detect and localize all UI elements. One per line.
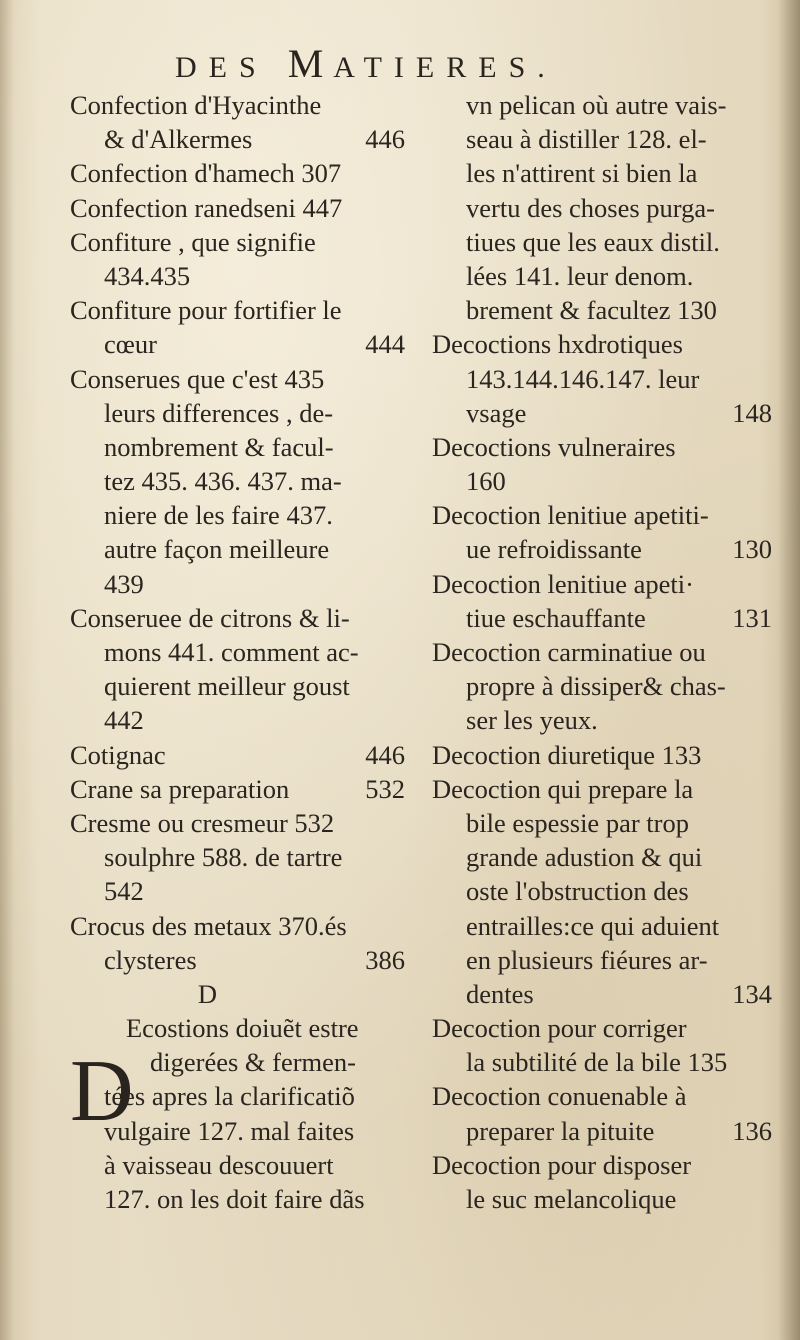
running-head	[175, 40, 635, 90]
entry-text: nombrement & facul-	[104, 431, 334, 462]
index-entry-line	[70, 259, 405, 293]
entry-text: 434.435	[104, 260, 191, 291]
entry-text: grande adustion & qui	[466, 842, 703, 873]
index-entry-line	[432, 943, 772, 977]
entry-text: lées 141. leur denom.	[466, 260, 694, 291]
index-entry-line	[432, 362, 772, 396]
index-entry-line	[70, 943, 405, 977]
entry-text: mons 441. comment ac-	[104, 637, 359, 667]
entry-text: Cresme ou cresmeur 532	[70, 807, 335, 838]
entry-text: 442	[104, 705, 144, 736]
page-number: 136	[732, 1115, 772, 1146]
page-number: 446	[365, 739, 405, 770]
index-entry-line	[70, 567, 405, 601]
index-entry-line	[432, 909, 772, 943]
section-letter: D	[197, 978, 218, 1009]
index-entry-line	[70, 430, 405, 464]
index-entry-line	[432, 327, 772, 361]
index-entry-line	[70, 362, 405, 396]
index-entry-line	[70, 1182, 405, 1216]
index-entry-line	[70, 635, 405, 669]
entry-text: seau à distiller 128. el-	[466, 124, 707, 155]
index-entry-line	[432, 977, 772, 1011]
entry-text: Conseruee de citrons & li-	[70, 602, 350, 633]
entry-text: les n'attirent si bien la	[466, 158, 698, 189]
entry-text: le suc melancolique	[466, 1184, 677, 1214]
entry-text: preparer la pituite	[466, 1115, 655, 1146]
entry-text: tez 435. 436. 437. ma-	[104, 466, 342, 497]
index-entry-line	[70, 840, 405, 874]
index-entry-line	[70, 532, 405, 566]
entry-text: 143.144.146.147. leur	[466, 363, 700, 394]
entry-text: tiue eschauffante	[466, 602, 646, 633]
entry-text: soulphre 588. de tartre	[104, 842, 343, 873]
index-entry-line	[70, 122, 405, 156]
entry-text: clysteres	[104, 944, 197, 975]
index-entry-line	[70, 191, 405, 225]
page-number: 148	[732, 397, 772, 428]
index-entry-line	[70, 396, 405, 430]
index-entry-line	[432, 567, 772, 601]
index-entry-line	[432, 601, 772, 635]
index-entry-line	[70, 772, 405, 806]
index-entry-line	[432, 1114, 772, 1148]
index-entry-line	[432, 1182, 772, 1216]
index-entry-line	[432, 1079, 772, 1113]
entry-text: Decoction lenitiue apeti·	[432, 568, 694, 599]
index-entry-line	[432, 635, 772, 669]
page-left-edge	[0, 0, 14, 1340]
running-head-initial: M	[287, 41, 334, 86]
index-entry-line	[70, 225, 405, 259]
entry-text: Confection d'hamech 307	[70, 158, 342, 189]
index-entry-line	[432, 738, 772, 772]
index-entry-line	[70, 874, 405, 908]
index-entry-line	[70, 498, 405, 532]
entry-text: niere de les faire 437.	[104, 500, 333, 531]
index-entry-line	[70, 464, 405, 498]
entry-text: Cotignac	[70, 739, 166, 770]
index-entry-line	[432, 806, 772, 840]
entry-text: tiues que les eaux distil.	[466, 226, 720, 257]
index-entry-line	[70, 909, 405, 943]
entry-text: vulgaire 127. mal faites	[104, 1115, 355, 1146]
entry-text: Confiture , que signifie	[70, 226, 316, 257]
entry-text: 127. on les doit faire dãs	[104, 1184, 365, 1214]
entry-text: Decoction conuenable à	[432, 1081, 687, 1112]
index-entry-line	[432, 88, 772, 122]
index-entry-line	[70, 88, 405, 122]
entry-text: Decoctions hxdrotiques	[432, 329, 683, 360]
running-head-rest: ATIERES.	[333, 51, 557, 84]
page-number: 444	[365, 329, 405, 360]
index-entry-line	[432, 156, 772, 190]
entry-text: vsage	[466, 397, 527, 428]
entry-text: 542	[104, 876, 144, 907]
index-entry-line	[70, 293, 405, 327]
entry-text: brement & facultez 130	[466, 295, 717, 326]
index-entry-line	[432, 259, 772, 293]
entry-text: Decoction diuretique 133	[432, 739, 702, 770]
entry-text: Crocus des metaux 370.és	[70, 910, 347, 941]
running-head-prefix: DES	[175, 51, 268, 84]
index-entry-line	[432, 191, 772, 225]
index-entry-line	[432, 225, 772, 259]
entry-text: ser les yeux.	[466, 705, 598, 736]
entry-text: Confiture pour fortifier le	[70, 295, 342, 326]
index-entry-line	[70, 669, 405, 703]
entry-text: Crane sa preparation	[70, 773, 290, 804]
entry-text: tées apres la clarificatiõ	[104, 1081, 355, 1112]
index-entry-line	[432, 840, 772, 874]
index-entry-line	[432, 464, 772, 498]
index-entry-line	[432, 396, 772, 430]
page-number: 532	[365, 773, 405, 804]
entry-text: en plusieurs fiéures ar-	[466, 944, 708, 975]
entry-text: autre façon meilleure	[104, 534, 330, 565]
index-entry-line	[432, 772, 772, 806]
entry-text: Confection ranedseni 447	[70, 192, 343, 223]
index-entry-line	[432, 122, 772, 156]
index-entry-line	[432, 874, 772, 908]
page-number: 130	[732, 534, 772, 565]
index-entry-line	[432, 430, 772, 464]
entry-text: digerées & fermen-	[150, 1047, 357, 1078]
index-entry-line	[70, 1148, 405, 1182]
entry-text: bile espessie par trop	[466, 807, 689, 838]
entry-text: & d'Alkermes	[104, 124, 253, 155]
index-entry-line	[432, 703, 772, 737]
page-number: 386	[365, 944, 405, 975]
index-entry-line	[432, 1045, 772, 1079]
page-number: 131	[732, 602, 772, 633]
entry-text: propre à dissiper& chas-	[466, 671, 726, 702]
entry-text: dentes	[466, 978, 534, 1009]
entry-text: Decoction carminatiue ou	[432, 637, 706, 667]
entry-text: Conserues que c'est 435	[70, 363, 325, 394]
entry-text: 439	[104, 568, 144, 599]
index-entry-line	[70, 1011, 405, 1045]
index-entry-line	[432, 669, 772, 703]
entry-text: vertu des choses purga-	[466, 192, 715, 223]
page-number: 446	[365, 124, 405, 155]
index-entry-line	[432, 532, 772, 566]
index-entry-line	[432, 1011, 772, 1045]
index-entry-line	[70, 806, 405, 840]
index-entry-line	[432, 498, 772, 532]
entry-text: 160	[466, 466, 506, 497]
entry-text: Decoction lenitiue apetiti-	[432, 500, 709, 531]
entry-text: Decoctions vulneraires	[432, 431, 676, 462]
index-entry-line	[70, 327, 405, 361]
index-entry-line	[70, 156, 405, 190]
index-entry-line	[432, 1148, 772, 1182]
index-entry-line	[432, 293, 772, 327]
entry-text: Decoction pour corriger	[432, 1013, 687, 1044]
entry-text: entrailles:ce qui aduient	[466, 910, 720, 941]
index-entry-line	[70, 738, 405, 772]
entry-text: à vaisseau descouuert	[104, 1149, 334, 1180]
entry-text: quierent meilleur goust	[104, 671, 350, 702]
entry-text: oste l'obstruction des	[466, 876, 689, 907]
entry-text: vn pelican où autre vais-	[466, 90, 727, 120]
entry-text: cœur	[104, 329, 157, 360]
index-entry-line	[70, 601, 405, 635]
entry-text: Confection d'Hyacinthe	[70, 90, 322, 120]
page-number: 134	[732, 978, 772, 1009]
entry-text: Decoction qui prepare la	[432, 773, 694, 804]
entry-text: la subtilité de la bile 135	[466, 1047, 728, 1078]
entry-text: leurs differences , de-	[104, 397, 334, 428]
spine-shadow	[778, 0, 800, 1340]
index-entry-line	[70, 703, 405, 737]
drop-cap: D	[70, 1043, 134, 1140]
entry-text: Decoction pour disposer	[432, 1149, 692, 1180]
right-column	[432, 88, 772, 1216]
entry-text: ue refroidissante	[466, 534, 642, 565]
entry-text: Ecostions doiuẽt estre	[126, 1013, 359, 1044]
